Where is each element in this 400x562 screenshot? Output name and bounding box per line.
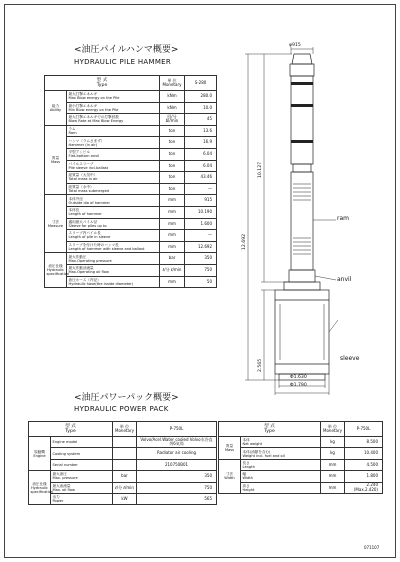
value-cell: 565 bbox=[137, 493, 217, 504]
unit-cell: kg bbox=[321, 437, 345, 448]
item-cell: 最大作動圧 Max.Operating pressure bbox=[67, 253, 160, 265]
table-header-row: 型 式 Type 単 位 Monetary P-750L bbox=[219, 422, 383, 437]
value-cell: 350 bbox=[185, 253, 217, 265]
dim-sleeve-outer-diameter: Φ1.790 bbox=[290, 383, 307, 388]
unit-cell: bar bbox=[113, 471, 137, 482]
item-cell: 油圧ホース（内径） Hydraulic hose(the inside diameter) bbox=[67, 276, 160, 288]
value-cell: — bbox=[185, 230, 217, 242]
unit-cell: kNm bbox=[160, 91, 185, 103]
item-cell: 本体(油類を含む) Weight incl. fuel and oil bbox=[241, 448, 321, 459]
group-cell: 寸法 Measure bbox=[45, 195, 67, 253]
item-cell: 出力 Power bbox=[51, 493, 113, 504]
table-row bbox=[45, 137, 217, 149]
table-header-row: 型 式 Type 単 位 Monetary P-750L bbox=[29, 422, 217, 437]
item-cell: ハンマ（ラムさまず） Hammer (in air) bbox=[67, 137, 160, 149]
item-cell: 最大作動油流量 Max.Operating oil flow bbox=[67, 264, 160, 276]
unit-cell bbox=[113, 437, 137, 448]
value-cell: Volvo/Acel.Water cooled Volvo水冷直列6気筒 bbox=[137, 437, 217, 448]
item-cell: 最大打撃エネルギでの打撃回数 Blow Rate at Max Blow Energy bbox=[67, 114, 160, 126]
pile-hammer-title-jp: <油圧パイルハンマ概要> bbox=[74, 45, 179, 55]
table-row bbox=[219, 437, 383, 448]
item-cell: 最小打撃エネルギ Min Blow energy on the Pile bbox=[67, 102, 160, 114]
item-cell: 幅 Width bbox=[241, 471, 321, 482]
value-cell: 12.692 bbox=[185, 241, 217, 253]
unit-cell: mm bbox=[321, 459, 345, 470]
group-cell: 質量 Mass bbox=[219, 437, 241, 460]
item-cell: 本体 Net weight bbox=[241, 437, 321, 448]
hammer-upper-body bbox=[291, 76, 313, 164]
value-cell: 16.9 bbox=[185, 137, 217, 149]
unit-cell: 回/分 bl/min bbox=[160, 114, 185, 126]
unit-cell: kg bbox=[321, 448, 345, 459]
item-cell: 最大油流量 Max. oil flow bbox=[51, 482, 113, 493]
table-row bbox=[45, 183, 217, 195]
table-row bbox=[29, 482, 217, 493]
item-cell: 長さ Length bbox=[241, 459, 321, 470]
unit-cell: ton bbox=[160, 148, 185, 160]
table-row bbox=[219, 448, 383, 459]
model-cell: S-280 bbox=[185, 76, 217, 91]
value-cell: 50 bbox=[185, 276, 217, 288]
item-cell: 本体外径 Outside dia of hammer bbox=[67, 195, 160, 207]
unit-cell: mm bbox=[160, 218, 185, 230]
unit-cell: ton bbox=[160, 125, 185, 137]
hammer-drawing bbox=[230, 42, 395, 397]
hammer-anvil-block bbox=[289, 270, 315, 282]
unit-cell: ton bbox=[160, 183, 185, 195]
dim-hammer-length: 10.127 bbox=[258, 161, 263, 178]
dim-total-length: 12.692 bbox=[242, 233, 247, 250]
item-cell: 平型アンビル Flat-bottom anvil bbox=[67, 148, 160, 160]
unit-cell: kNm bbox=[160, 102, 185, 114]
value-cell: 280.0 bbox=[185, 91, 217, 103]
value-cell: — bbox=[185, 183, 217, 195]
item-cell: 最大油圧 Max. pressure bbox=[51, 471, 113, 482]
table-row bbox=[45, 206, 217, 218]
table-row bbox=[219, 471, 383, 482]
table-row bbox=[29, 448, 217, 459]
value-cell: 10.0 bbox=[185, 102, 217, 114]
item-cell: スリーブ内パイル長 Length of pile in sleeve bbox=[67, 230, 160, 242]
label-ram: ram bbox=[337, 215, 349, 222]
label-anvil: anvil bbox=[337, 276, 352, 283]
item-cell: 最大打撃エネルギ Max Blow energy on the Pile bbox=[67, 91, 160, 103]
group-cell: 油圧仕様 Hydraulic specification bbox=[45, 253, 67, 288]
table-row bbox=[219, 482, 383, 493]
unit-cell: mm bbox=[160, 241, 185, 253]
table-row bbox=[45, 125, 217, 137]
table-row bbox=[45, 102, 217, 114]
unit-cell: mm bbox=[160, 276, 185, 288]
item-cell: Cooling system bbox=[51, 448, 113, 459]
group-cell: 原動機 Engine bbox=[29, 437, 51, 471]
unit-cell: mm bbox=[160, 195, 185, 207]
group-cell: 質量 Mass bbox=[45, 125, 67, 195]
value-cell: Radiator air cooling bbox=[137, 448, 217, 459]
table-row bbox=[29, 459, 217, 470]
table-row bbox=[45, 195, 217, 207]
unit-cell: bar bbox=[160, 253, 185, 265]
value-cell: 210750B01 bbox=[137, 459, 217, 470]
item-cell: Serial number bbox=[51, 459, 113, 470]
label-sleeve: sleeve bbox=[340, 355, 360, 362]
power-pack-left-table bbox=[28, 421, 217, 505]
value-cell: 2.240 (Max.2.420) bbox=[345, 482, 383, 493]
table-row bbox=[45, 241, 217, 253]
table-row bbox=[45, 172, 217, 184]
unit-cell: ℓ/分 ℓ/min bbox=[113, 482, 137, 493]
unit-cell: mm bbox=[160, 206, 185, 218]
unit-cell: kW bbox=[113, 493, 137, 504]
unit-cell: ton bbox=[160, 172, 185, 184]
value-cell: 6.04 bbox=[185, 160, 217, 172]
group-cell: 油圧仕様 Hydraulic specification bbox=[29, 471, 51, 505]
group-cell: 能力 Ability bbox=[45, 91, 67, 126]
table-row bbox=[45, 91, 217, 103]
item-cell: 高さ Height bbox=[241, 482, 321, 493]
value-cell: 4.500 bbox=[345, 459, 383, 470]
value-cell: 45 bbox=[185, 114, 217, 126]
value-cell: 13.6 bbox=[185, 125, 217, 137]
unit-cell bbox=[113, 448, 137, 459]
pile-hammer-title-en: HYDRAULIC PILE HAMMER bbox=[74, 58, 172, 66]
table-row bbox=[45, 253, 217, 265]
item-cell: 本体長 Length of hammer bbox=[67, 206, 160, 218]
table-row bbox=[45, 160, 217, 172]
value-cell: 10.400 bbox=[345, 448, 383, 459]
value-cell: 915 bbox=[185, 195, 217, 207]
unit-cell: ℓ/分 ℓ/min bbox=[160, 264, 185, 276]
model-cell: P-750L bbox=[137, 422, 217, 437]
table-row bbox=[45, 218, 217, 230]
dim-top-diameter: φ915 bbox=[289, 43, 301, 48]
power-pack-title-en: HYDRAULIC POWER PACK bbox=[74, 405, 169, 413]
value-cell: 1.600 bbox=[185, 218, 217, 230]
value-cell: 350 bbox=[137, 471, 217, 482]
value-cell: 750 bbox=[185, 264, 217, 276]
item-cell: 総質量（水中） Total mass submerged bbox=[67, 183, 160, 195]
item-cell: パイルスリーブ Pile sleeve incl.ballast bbox=[67, 160, 160, 172]
value-cell: 10.190 bbox=[185, 206, 217, 218]
item-cell: スリーブを付けた時のハンマ長 Length of hammer with sleeve and ballast bbox=[67, 241, 160, 253]
table-row bbox=[45, 148, 217, 160]
hammer-top-cap bbox=[292, 54, 312, 64]
value-cell: 750 bbox=[137, 482, 217, 493]
table-row bbox=[29, 493, 217, 504]
item-cell: Engine model bbox=[51, 437, 113, 448]
unit-cell: ton bbox=[160, 160, 185, 172]
unit-cell bbox=[113, 459, 137, 470]
group-cell: 寸法 Width bbox=[219, 459, 241, 493]
table-row bbox=[45, 230, 217, 242]
table-row bbox=[29, 471, 217, 482]
item-cell: 適用最大パイル径 Sleeve for piles up to bbox=[67, 218, 160, 230]
footer-code: 071107 bbox=[364, 545, 380, 550]
unit-cell: mm bbox=[321, 471, 345, 482]
value-cell: 6.04 bbox=[185, 148, 217, 160]
power-pack-title-jp: <油圧パワーパック概要> bbox=[74, 393, 179, 403]
hammer-ram-body bbox=[291, 172, 313, 270]
table-row bbox=[45, 264, 217, 276]
power-pack-right-table bbox=[218, 421, 383, 494]
table-row bbox=[45, 276, 217, 288]
unit-cell: ton bbox=[160, 137, 185, 149]
item-cell: ラム Ram bbox=[67, 125, 160, 137]
table-row bbox=[29, 437, 217, 448]
dim-lower-length: 2.565 bbox=[258, 358, 263, 372]
model-cell: P-750L bbox=[345, 422, 383, 437]
unit-cell: mm bbox=[160, 230, 185, 242]
value-cell: 1.800 bbox=[345, 471, 383, 482]
table-header-row: 型 式 Type 単 位 Monetary S-280 bbox=[45, 76, 217, 91]
hammer-head bbox=[290, 64, 314, 76]
dim-sleeve-inner-diameter: Φ1.630 bbox=[290, 375, 307, 380]
item-cell: 総質量（大気中） Total mass in air bbox=[67, 172, 160, 184]
table-row bbox=[45, 114, 217, 126]
pile-hammer-spec-table bbox=[44, 75, 217, 288]
unit-cell: mm bbox=[321, 482, 345, 493]
pile-sleeve bbox=[275, 290, 329, 374]
table-row bbox=[219, 459, 383, 470]
value-cell: 8.500 bbox=[345, 437, 383, 448]
value-cell: 43.46 bbox=[185, 172, 217, 184]
